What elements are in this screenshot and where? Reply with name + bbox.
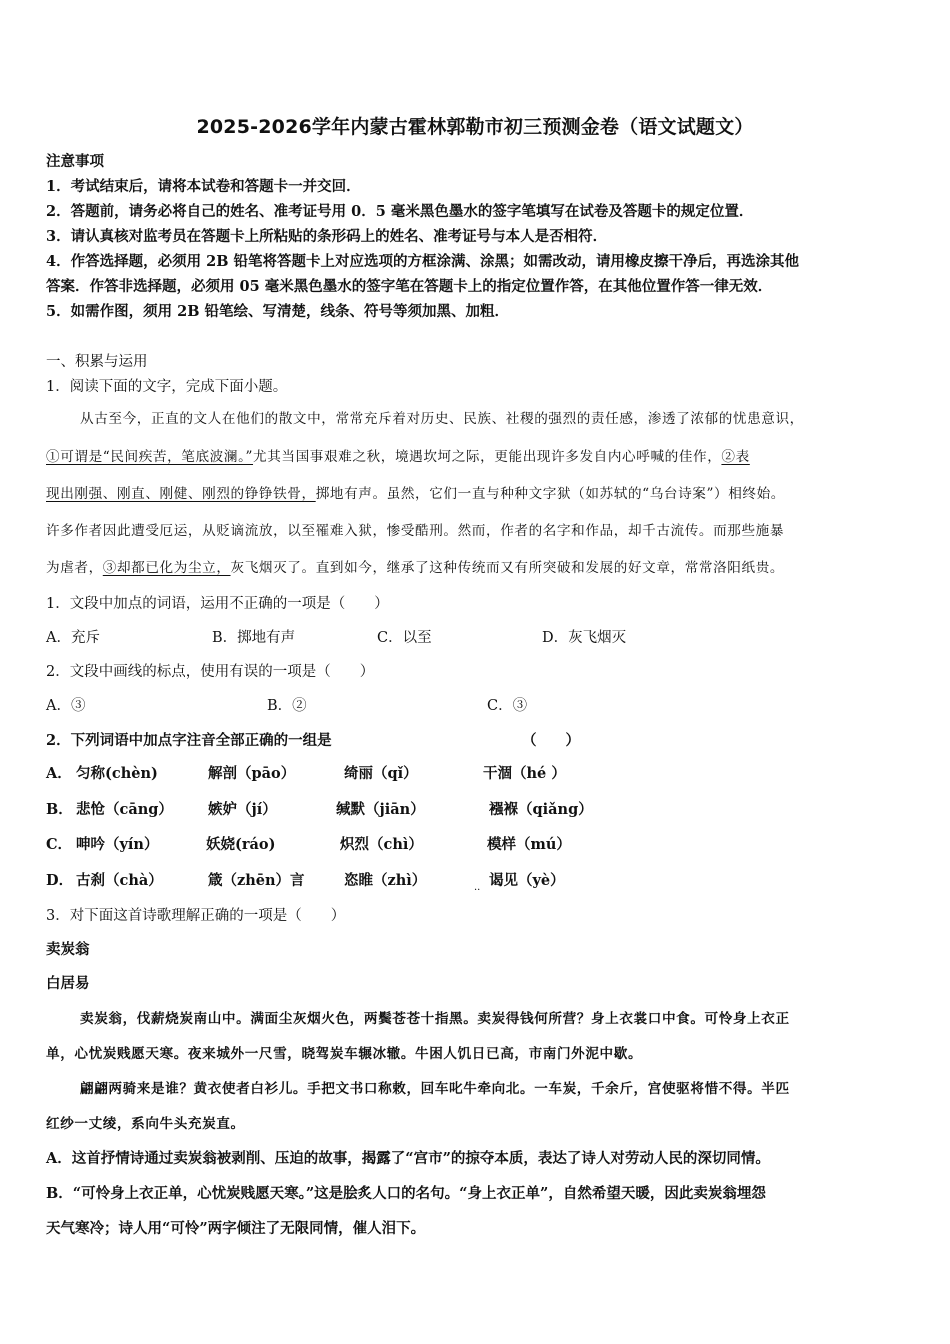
q2-row-d-item-3: 恣睢（zhì） [344,872,427,889]
underlined-phrase-3: ③却都已化为尘立， [102,560,231,576]
q2-row-d-label: D． [46,872,74,889]
q3-option-b: B．“可怜身上衣正单，心忧炭贱愿天寒。”这是脍炙人口的名句。“身上衣正单”，自然希望天暖，因此卖炭翁埋怨 [46,1185,766,1202]
notice-item-2: 2．答题前，请务必将自己的姓名、准考证号用 0．5 毫米黑色墨水的签字笔填写在试卷及答题卡的规定位置． [46,203,754,220]
sub2-option-c: C．③ [487,698,528,714]
poem-title: 卖炭翁 [46,941,90,958]
sub2-prompt: 2．文段中画线的标点，使用有误的一项是（ ） [46,664,375,680]
q2-row-a-item-4: 干涸（hé ） [483,765,566,782]
q1-prompt: 1．阅读下面的文字，完成下面小题。 [46,379,288,395]
sub1-option-a: A．充斥 [46,630,100,646]
q2-row-c-item-3: 炽烈（chì） [340,836,423,853]
q3-option-a: A．这首抒情诗通过卖炭翁被剥削、压迫的故事，揭露了“宫市”的掠夺本质，表达了诗人对劳动人民的深切同情。 [46,1150,770,1167]
sub1-option-d: D．灰飞烟灭 [542,630,627,646]
q2-row-b-label: B． [46,801,73,818]
notice-item-5: 5．如需作图，须用 2B 铅笔绘、写清楚，线条、符号等须加黑、加粗． [46,303,510,320]
poem-line-3: 翩翩两骑来是谁？黄衣使者白衫儿。手把文书口称敕，回车叱牛牵向北。一车炭，千余斤，宫使驱将惜不得。半匹 [80,1081,790,1097]
sub1-option-b: B．掷地有声 [212,630,296,646]
poem-author: 白居易 [46,975,90,992]
q2-row-d-item-1: 古刹（chà） [76,872,163,889]
passage-line-5 [46,558,784,578]
passage-line-3 [46,484,785,504]
q2-row-a-item-3: 绮丽（qǐ） [344,765,418,782]
q2-row-d-item-2: 箴（zhēn）言 [208,872,305,889]
q2-row-a-label: A． [46,765,72,782]
sub1-option-c: C．以至 [377,630,432,646]
poem-line-2: 单，心忧炭贱愿天寒。夜来城外一尺雪，晓驾炭车辗冰辙。牛困人饥日已高，市南门外泥中歇。 [46,1046,643,1062]
passage-text: 为虐者， [46,560,103,576]
passage-text: 尤其当国事艰难之秋，境遇坎坷之际，更能出现许多发自内心呼喊的佳作， [253,449,722,465]
q3-option-b-cont: 天气寒冷；诗人用“可怜”两字倾注了无限同情，催人泪下。 [46,1220,426,1237]
emphasis-dots-mark: ·· [474,885,481,896]
q2-row-d-item-4: 谒见（yè） [489,872,565,889]
q2-row-a-item-1: 匀称(chèn) [76,765,158,782]
q2-row-c-label: C． [46,836,73,853]
q2-row-b-item-2: 嫉妒（jí） [208,801,277,818]
notice-heading: 注意事项 [46,153,104,170]
passage-line-1: 从古至今，正直的文人在他们的散文中，常常充斥着对历史、民族、社稷的强烈的责任感，渗透了浓郁的忧患意识， [80,411,804,427]
poem-line-1: 卖炭翁，伐薪烧炭南山中。满面尘灰烟火色，两鬓苍苍十指黑。卖炭得钱何所营？身上衣裳口中食。可怜身上衣正 [80,1011,790,1027]
q2-row-c-item-2: 妖娆(ráo) [206,836,276,853]
sub2-option-b: B．② [267,698,307,714]
q2-answer-paren: （ ） [522,732,580,749]
q2-row-c-item-1: 呻吟（yín） [76,836,159,853]
q2-row-b-item-4: 襁褓（qiǎng） [489,801,593,818]
q3-prompt: 3．对下面这首诗歌理解正确的一项是（ ） [46,908,346,924]
section-heading: 一、积累与运用 [46,354,148,370]
notice-item-4-cont: 答案．作答非选择题，必须用 05 毫米黑色墨水的签字笔在答题卡上的指定位置作答，在其他位置作答一律无效． [46,278,773,295]
passage-text: 灰飞烟灭了。直到如今，继承了这种传统而又有所突破和发展的好文章，常常洛阳纸贵。 [230,560,785,576]
passage-text: 掷地有声。虽然，它们一直与种种文字狱（如苏轼的“乌台诗案”）相终始。 [315,486,785,502]
q2-row-c-item-4: 模样（mú） [487,836,571,853]
q2-row-a-item-2: 解剖（pāo） [208,765,296,782]
underlined-phrase-1: ①可谓是“民间疾苦，笔底波澜。” [46,449,254,465]
sub2-option-a: A．③ [46,698,86,714]
sub1-prompt: 1．文段中加点的词语，运用不正确的一项是（ ） [46,596,389,612]
notice-item-3: 3．请认真核对监考员在答题卡上所粘贴的条形码上的姓名、准考证号与本人是否相符． [46,228,608,245]
poem-line-4: 红纱一丈绫，系向牛头充炭直。 [46,1116,245,1132]
page-title: 2025-2026学年内蒙古霍林郭勒市初三预测金卷（语文试题文） [196,116,754,138]
passage-line-2 [46,447,750,467]
notice-item-4: 4．作答选择题，必须用 2B 铅笔将答题卡上对应选项的方框涂满、涂黑；如需改动，请用橡皮擦干净后，再选涂其他 [46,253,800,270]
q2-prompt: 2．下列词语中加点字注音全部正确的一组是 [46,732,332,749]
notice-item-1: 1．考试结束后，请将本试卷和答题卡一并交回． [46,178,361,195]
underlined-phrase-2-start: ②表 [721,449,750,465]
underlined-phrase-2: 现出刚强、刚直、刚健、刚烈的铮铮铁骨， [46,486,316,502]
passage-line-4: 许多作者因此遭受厄运，从贬谪流放，以至罹难入狱，惨受酷刑。然而，作者的名字和作品，却千古流传。而那些施暴 [46,523,785,539]
q2-row-b-item-1: 悲怆（cāng） [76,801,173,818]
q2-row-b-item-3: 缄默（jiān） [336,801,425,818]
